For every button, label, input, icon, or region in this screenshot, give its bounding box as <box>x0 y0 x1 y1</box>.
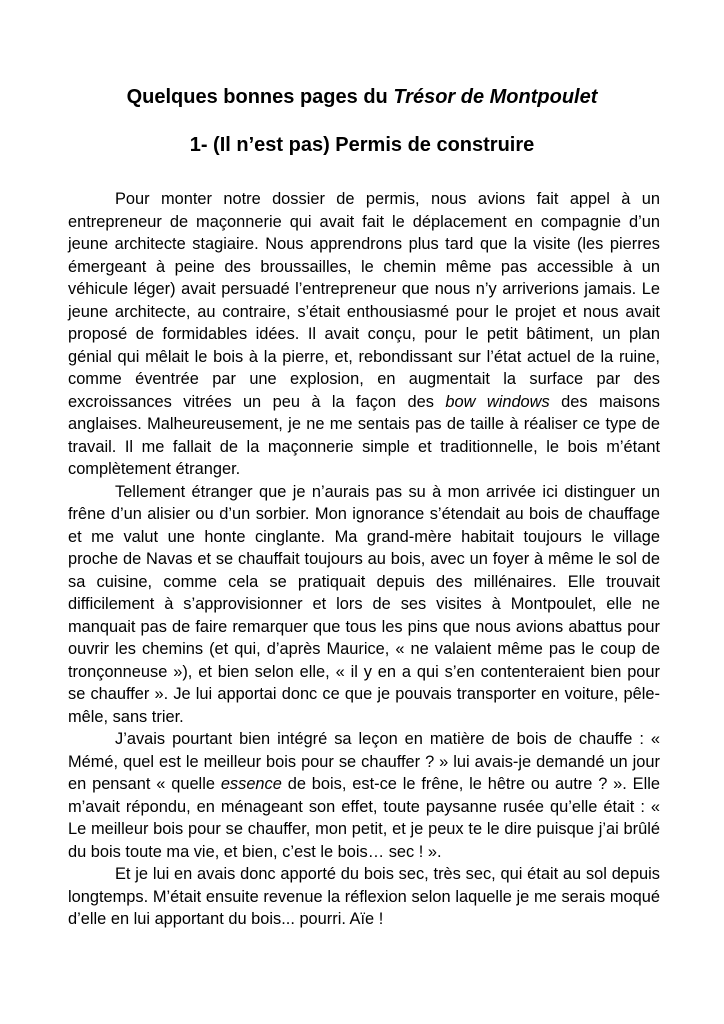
paragraph-4-text-a: Et je lui en avais donc apporté du bois sec, très sec, qui était au sol depuis longtemps. M’était ensuite revenue la réflexion selon laquelle je me serais moqué d’elle en lui apportant du bois... pourri. Aïe ! <box>68 865 660 928</box>
paragraph-1-italic: bow windows <box>445 392 550 411</box>
paragraph-4 <box>68 863 660 931</box>
title-prefix: Quelques bonnes pages du <box>126 86 394 108</box>
paragraph-3 <box>68 728 660 863</box>
body-text <box>68 188 660 931</box>
paragraph-3-text-b: de bois, est-ce le frêne, le hêtre ou autre ? ». Elle m’avait répondu, en ménageant son effet, toute paysanne rusée qu’elle était : « Le meilleur bois pour se chauffer, mon petit, et je peux te le dire puisque j’ai brûlé du bois toute ma vie, et bien, c’est le bois… sec ! ». <box>68 775 660 861</box>
paragraph-3-text-a: J’avais pourtant bien intégré sa leçon en matière de bois de chauffe : « Mémé, quel est le meilleur bois pour se chauffer ? » lui avais-je demandé un jour en pensant « quelle <box>68 730 660 793</box>
paragraph-2-text-a: Tellement étranger que je n’aurais pas su à mon arrivée ici distinguer un frêne d’un alisier ou d’un sorbier. Mon ignorance s’étendait au bois de chauffage et me valut une honte cinglante. Ma grand-mère habitait toujours le village proche de Navas et se chauffait toujours au bois, avec un foyer à même le sol de sa cuisine, comme cela se pratiquait depuis des millénaires. Elle trouvait difficilement à s’approvisionner et lors de ses visites à Montpoulet, elle ne manquait pas de faire remarquer que tous les pins que nous avions abattus pour ouvrir les chemins (et qui, d’après Maurice, « ne valaient même pas le coup de tronçonneuse »), et bien selon elle, « il y en a qui s’en contenteraient bien pour se chauffer ». Je lui apportai donc ce que je pouvais transporter en voiture, pêle-mêle, sans trier. <box>68 482 660 726</box>
paragraph-1-text-a: Pour monter notre dossier de permis, nous avions fait appel à un entrepreneur de maçonnerie qui avait fait le déplacement en compagnie d’un jeune architecte stagiaire. Nous apprendrons plus tard que la visite (les pierres émergeant à peine des broussailles, le chemin même pas accessible à un véhicule léger) avait persuadé l’entrepreneur que nous n’y arriverions jamais. Le jeune architecte, au contraire, s’était enthousiasmé pour le projet et nous avait proposé de formidables idées. Il avait conçu, pour le petit bâtiment, un plan génial qui mêlait le bois à la pierre, et, rebondissant sur l’état actuel de la ruine, comme éventrée par une explosion, en augmentait la surface par des excroissances vitrées un peu à la façon des <box>68 190 660 411</box>
paragraph-2 <box>68 481 660 729</box>
section-heading: 1- (Il n’est pas) Permis de construire <box>189 134 535 156</box>
page-title <box>0 84 724 110</box>
paragraph-1 <box>68 188 660 481</box>
paragraph-1-text-b: des maisons anglaises. Malheureusement, je ne me sentais pas de taille à réaliser ce type de travail. Il me fallait de la maçonnerie simple et traditionnelle, le bois m’étant complètement étranger. <box>68 392 660 478</box>
title-italic: Trésor de Montpoulet <box>393 86 598 108</box>
paragraph-3-italic: essence <box>220 775 282 793</box>
